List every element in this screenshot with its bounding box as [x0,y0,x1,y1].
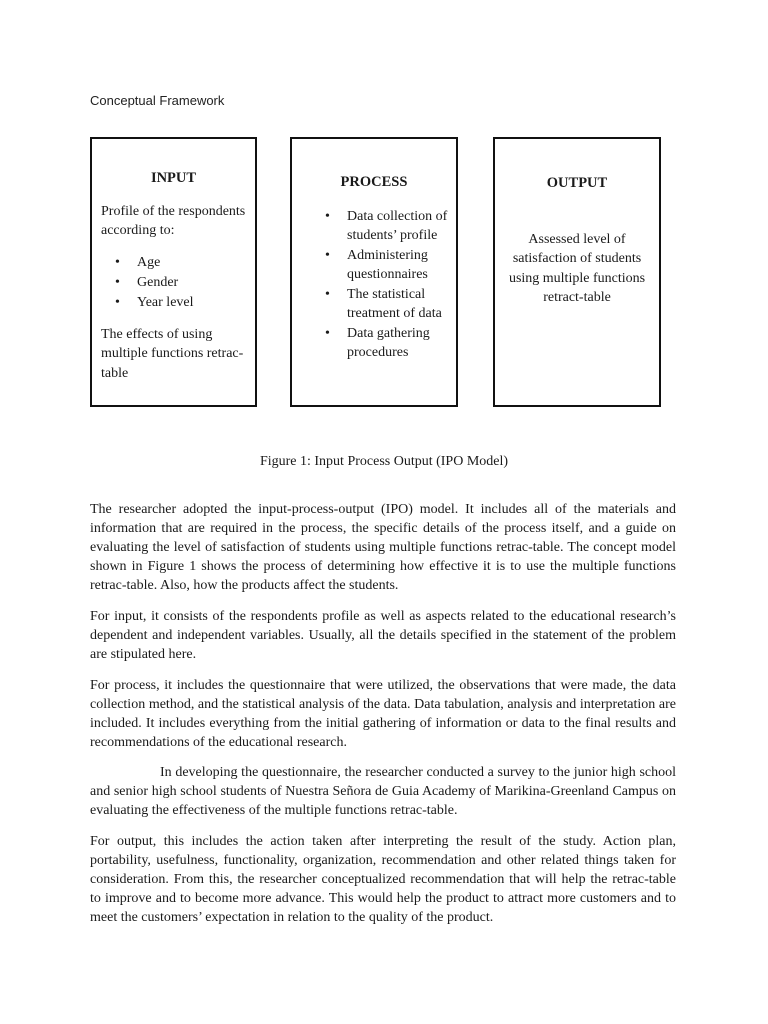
process-box-title: PROCESS [340,174,408,190]
list-item: • Administering questionnaires [347,246,450,285]
output-text: Assessed level of satisfaction of students using multiple functions retract-table [508,231,646,305]
list-item: • Data gathering procedures [347,324,450,363]
list-item: • Gender [137,273,255,293]
process-box [290,137,458,407]
output-box [493,137,661,407]
input-box [90,137,257,407]
process-list [292,207,456,363]
input-intro: Profile of the respondents according to: [101,203,246,238]
paragraph: For output, this includes the action taken after interpreting the result of the study. Action plan, portability, usefulness, functionality, organization, recommendation and other related things taken for consideration. From this, the researcher conceptualized recommendation that will help the retrac-table to improve and to become more advance. This would help the product to attract more customers and to meet the customers’ expectation in relation to the quality of the product. [90,834,676,925]
list-item: • The statistical treatment of data [347,285,450,324]
list-item: • Data collection of students’ profile [347,207,450,246]
paragraph: For process, it includes the questionnaire that were utilized, the observations that were made, the data collection method, and the statistical analysis of the data. Data tabulation, analysis and interpretation are included. It includes everything from the initial gathering of information or data to the final results and recommendations of the educational research. [90,678,676,750]
input-list [92,253,255,313]
output-box-title: OUTPUT [546,175,608,191]
paragraph: For input, it consists of the respondents profile as well as aspects related to the educational research’s dependent and independent variables. Usually, all the details specified in the statement of the problem are stipulated here. [90,609,676,662]
paragraph: The researcher adopted the input-process-output (IPO) model. It includes all of the materials and information that are required in the process, the specific details of the process itself, and a guide on evaluating the level of satisfaction of students using multiple functions retrac-table. The concept model shown in Figure 1 shows the process of determining how effective it is to use the multiple functions retrac-table. Also, how the products affect the students. [90,502,676,593]
page-heading: Conceptual Framework [90,93,225,108]
input-box-title: INPUT [150,170,197,186]
figure-caption: Figure 1: Input Process Output (IPO Model) [259,454,509,469]
input-effects: The effects of using multiple functions retrac-table [101,326,244,381]
list-item: • Age [137,253,255,273]
paragraph: In developing the questionnaire, the researcher conducted a survey to the junior high school and senior high school students of Nuestra Señora de Guia Academy of Marikina-Greenland Campus on evaluating the effectiveness of the multiple functions retrac-table. [90,765,676,818]
list-item: • Year level [137,293,255,313]
